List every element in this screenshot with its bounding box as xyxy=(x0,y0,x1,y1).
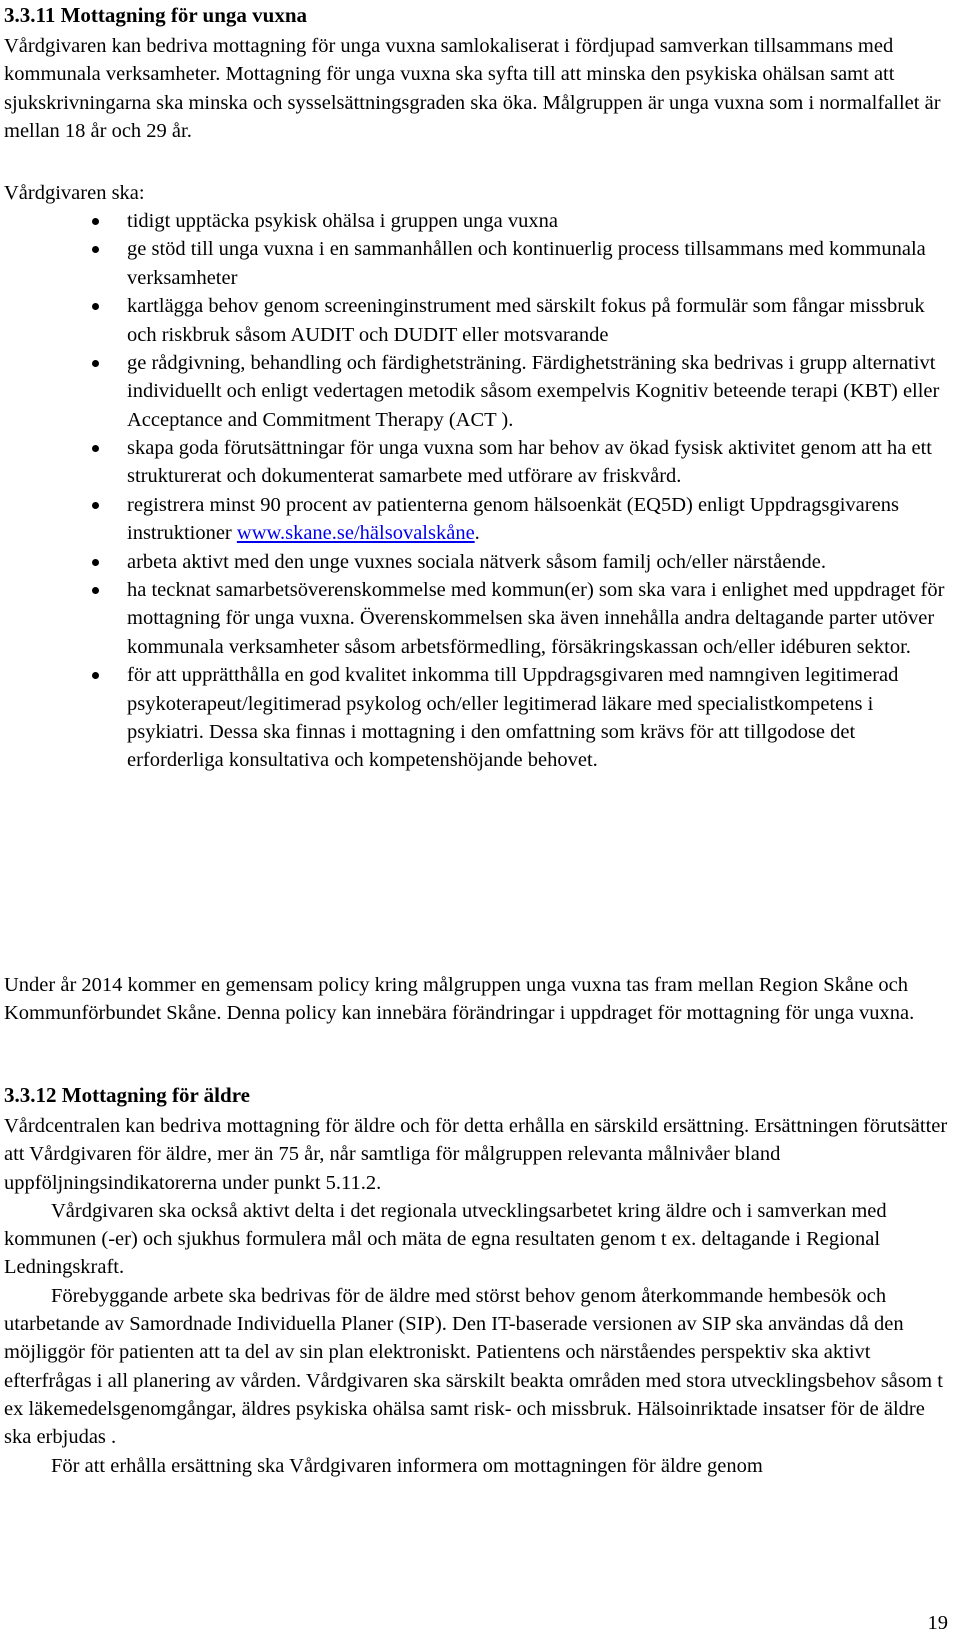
list-item xyxy=(4,548,954,576)
list-item-text: registrera minst 90 procent av patienterna genom hälsoenkät (EQ5D) enligt Uppdragsgivarens instruktioner xyxy=(127,493,899,545)
list-item xyxy=(4,434,954,491)
page-number: 19 xyxy=(927,1612,948,1634)
list-lead-text: Vårdgivaren ska: xyxy=(4,182,145,204)
list-item xyxy=(4,349,954,434)
list-item-text: ha tecknat samarbetsöverenskommelse med kommun(er) som ska vara i enlighet med uppdraget för mottagning för unga vuxna. Överenskommelsen ska även innehålla andra deltagande parter utöver kommunala verksamheter såsom arbetsförmedling, försäkringskassan och/eller idéburen sektor. xyxy=(127,579,945,658)
list-item-text: för att upprätthålla en god kvalitet inkomma till Uppdragsgivaren med namngiven legitimerad psykoterapeut/legitimerad psykolog och/eller legitimerad läkare med specialistkompetens i psykiatri. Dessa ska finnas i mottagning i den omfattning som krävs för att tillgodose det erforderliga konsultativa och kompetenshöjande behovet. xyxy=(127,664,899,772)
bullet-icon xyxy=(92,218,99,225)
section-intro-paragraph: Vårdgivaren kan bedriva mottagning för unga vuxna samlokaliserat i fördjupad samverkan tillsammans med kommunala verksamheter. Mottagning för unga vuxna ska syfta till att minska den psykiska ohälsan samt att sjukskrivningarna ska minska och sysselsättningsgraden ska öka. Målgruppen är unga vuxna som i normalfallet är mellan 18 år och 29 år. xyxy=(4,35,941,142)
link-suffix: . xyxy=(474,522,480,545)
policy-paragraph: Under år 2014 kommer en gemensam policy kring målgruppen unga vuxna tas fram mellan Region Skåne och Kommunförbundet Skåne. Denna policy kan innebära förändringar i uppdraget för mottagning för unga vuxna. xyxy=(4,974,915,1025)
section-title-unga-vuxna: 3.3.11 Mottagning för unga vuxna xyxy=(4,3,307,27)
body-paragraph: Vårdcentralen kan bedriva mottagning för äldre och för detta erhålla en särskild ersättning. Ersättningen förutsätter att Vårdgivaren för äldre, mer än 75 år, når samtliga för målgruppen relevanta målnivåer bland uppföljningsindikatorerna under punkt 5.11.2. xyxy=(4,1115,948,1194)
list-item xyxy=(4,207,954,235)
list-item-text: tidigt upptäcka psykisk ohälsa i gruppen unga vuxna xyxy=(127,210,558,232)
list-item-text: ge rådgivning, behandling och färdighetsträning. Färdighetsträning ska bedrivas i grupp alternativt individuellt och enligt vedertagen metodik såsom exempelvis Kognitiv beteende terapi (KBT) eller Acceptance and Commitment Therapy (ACT ). xyxy=(127,352,940,431)
bullet-icon xyxy=(92,303,99,310)
body-paragraph: Förebyggande arbete ska bedrivas för de äldre med störst behov genom återkommande hembesök och utarbetande av Samordnade Individuella Planer (SIP). Den IT-baserade versionen av SIP ska användas då den möjliggör för patienten att ta del av sin plan elektroniskt. Patientens och närståendes perspektiv ska aktivt efterfrågas i all planering av vården. Vårdgivaren ska särskilt beakta områden med stora utvecklingsbehov såsom t ex läkemedelsgenomgångar, äldres psykiska ohälsa samt risk- och missbruk. Hälsoinriktade insatser för de äldre ska erbjudas . xyxy=(4,1284,943,1449)
list-item-text: ge stöd till unga vuxna i en sammanhållen och kontinuerlig process tillsammans med kommunala verksamheter xyxy=(127,238,926,289)
section-title-aldre: 3.3.12 Mottagning för äldre xyxy=(4,1083,250,1107)
bullet-icon xyxy=(92,559,99,566)
bullet-icon xyxy=(92,445,99,452)
body-paragraph: För att erhålla ersättning ska Vårdgivaren informera om mottagningen för äldre genom xyxy=(51,1454,763,1477)
bullet-icon xyxy=(92,672,99,679)
requirements-list xyxy=(4,207,954,775)
bullet-icon xyxy=(92,246,99,253)
list-item-text: kartlägga behov genom screeninginstrument med särskilt fokus på formulär som fångar missbruk och riskbruk såsom AUDIT och DUDIT eller motsvarande xyxy=(127,295,925,346)
list-item-text: arbeta aktivt med den unge vuxnes sociala nätverk såsom familj och/eller närstående. xyxy=(127,550,827,573)
bullet-icon xyxy=(92,360,99,367)
list-item xyxy=(4,576,954,661)
bullet-icon xyxy=(92,502,99,509)
section-aldre-body xyxy=(4,1112,954,1480)
halsoval-link[interactable]: www.skane.se/hälsovalskåne xyxy=(236,522,475,545)
list-item-text: skapa goda förutsättningar för unga vuxna som har behov av ökad fysisk aktivitet genom att ha ett strukturerat och dokumenterat samarbete med utförare av friskvård. xyxy=(127,437,932,488)
list-item xyxy=(4,292,954,349)
list-item xyxy=(4,661,954,774)
list-item xyxy=(4,491,954,548)
bullet-icon xyxy=(92,587,99,594)
list-item xyxy=(4,235,954,292)
body-paragraph: Vårdgivaren ska också aktivt delta i det regionala utvecklingsarbetet kring äldre och i samverkan med kommunen (-er) och sjukhus formulera mål och mäta de egna resultaten genom t ex. deltagande i Regional Ledningskraft. xyxy=(4,1199,887,1279)
